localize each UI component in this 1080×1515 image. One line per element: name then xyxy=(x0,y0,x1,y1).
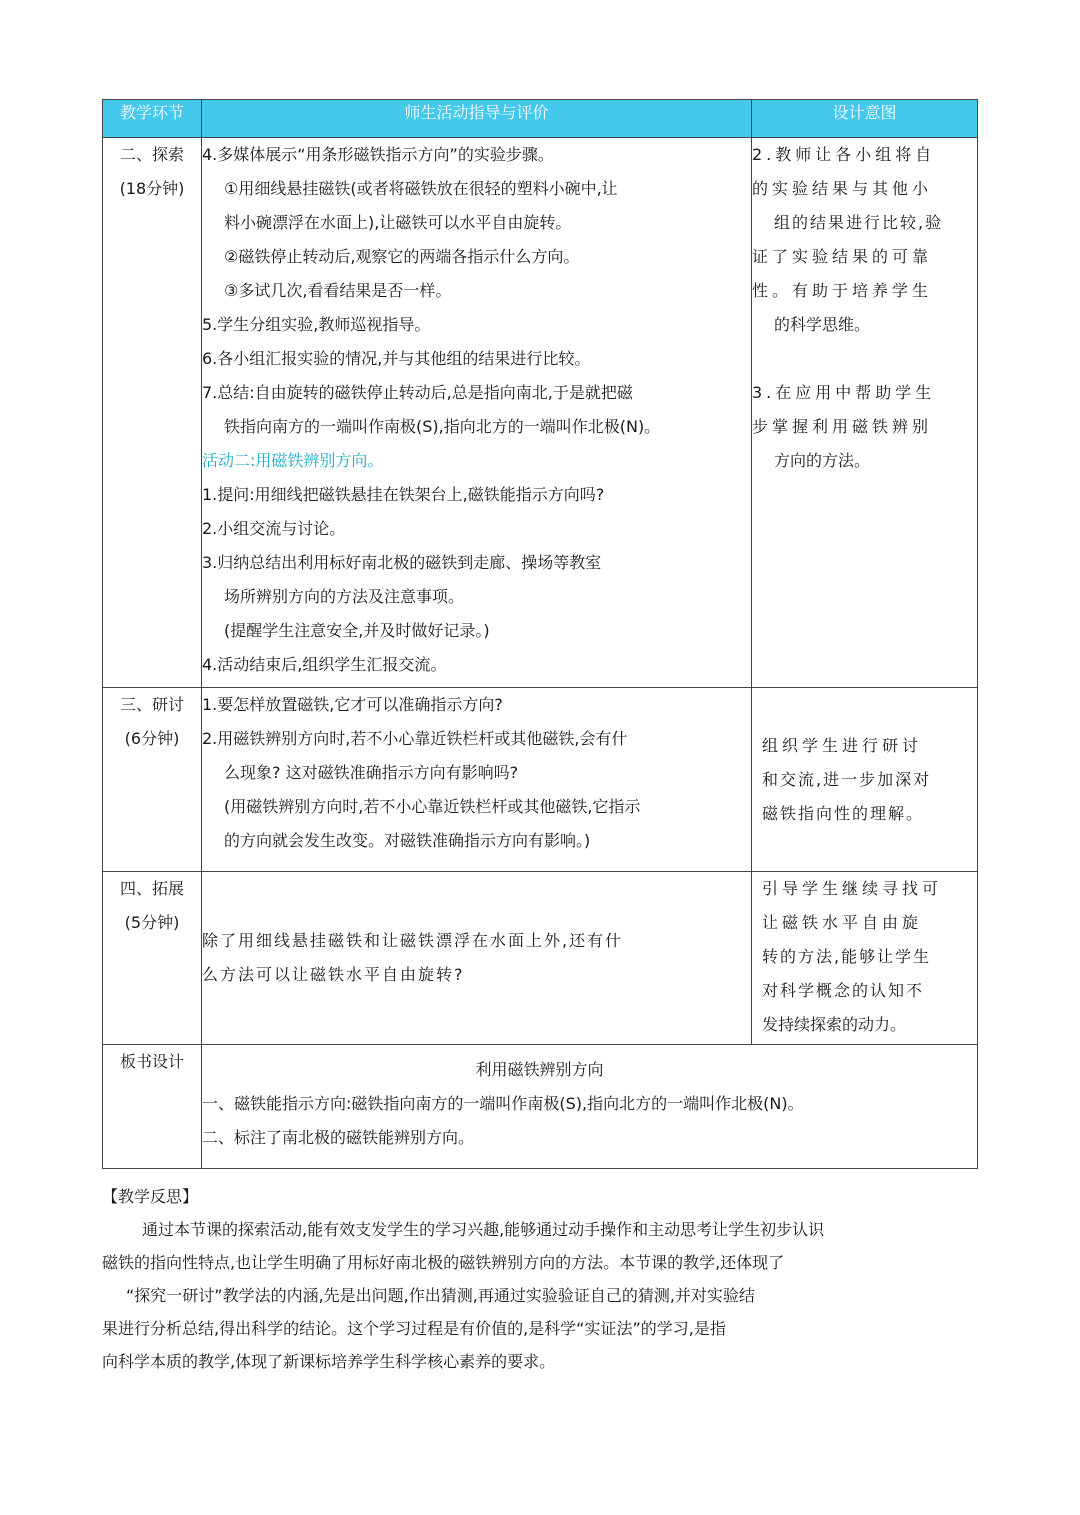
intent-line: 转的方法,能够让学生 xyxy=(762,947,932,966)
table-header-row xyxy=(103,100,978,138)
reflection-title: 【教学反思】 xyxy=(102,1187,199,1206)
intent-line: 对科学概念的认知不 xyxy=(762,981,925,1000)
stage-duration: (5分钟) xyxy=(124,913,180,932)
activity-line: 7.总结:自由旋转的磁铁停止转动后,总是指向南北,于是就把磁 xyxy=(202,383,633,402)
activity-two-title: 活动二:用磁铁辨别方向。 xyxy=(202,451,384,470)
activity-line: 2.用磁铁辨别方向时,若不小心靠近铁栏杆或其他磁铁,会有什 xyxy=(202,729,628,748)
lesson-plan-page xyxy=(102,99,977,1169)
activity-line: 6.各小组汇报实验的情况,并与其他组的结果进行比较。 xyxy=(202,349,591,368)
board-title: 利用磁铁辨别方向 xyxy=(475,1060,604,1079)
table-row-board xyxy=(103,1045,978,1169)
intent-line: 发持续探索的动力。 xyxy=(762,1015,907,1034)
activity-line: 5.学生分组实验,教师巡视指导。 xyxy=(202,315,431,334)
activity-line: 2.小组交流与讨论。 xyxy=(202,519,346,538)
intent-spacer xyxy=(752,342,977,376)
activity-extend xyxy=(202,872,752,1045)
intent-line: 组织学生进行研讨 xyxy=(762,735,923,755)
intent-line: 和交流,进一步加深对 xyxy=(762,769,932,789)
header-stage: 教学环节 xyxy=(103,100,202,138)
intent-line: 3.在应用中帮助学生 xyxy=(752,383,936,402)
activity-line: 么方法可以让磁铁水平自由旋转? xyxy=(202,965,465,984)
stage-label: 板书设计 xyxy=(119,1052,184,1071)
intent-line: 证了实验结果的可靠 xyxy=(752,247,933,266)
intent-explore xyxy=(752,138,978,688)
table-row-extend xyxy=(103,872,978,1045)
reflection-line: 向科学本质的教学,体现了新课标培养学生科学核心素养的要求。 xyxy=(102,1352,556,1371)
activity-line: (用磁铁辨别方向时,若不小心靠近铁栏杆或其他磁铁,它指示 xyxy=(224,797,641,816)
intent-line: 的科学思维。 xyxy=(774,315,871,334)
stage-label: 三、研讨 xyxy=(119,695,184,714)
stage-discuss xyxy=(103,688,202,872)
intent-line: 让磁铁水平自由旋 xyxy=(762,913,923,932)
activity-line: 3.归纳总结出利用标好南北极的磁铁到走廊、操场等教室 xyxy=(202,553,602,572)
lesson-plan-table xyxy=(102,99,978,1169)
activity-line: ①用细线悬挂磁铁(或者将磁铁放在很轻的塑料小碗中,让 xyxy=(224,179,618,198)
activity-line: 么现象? 这对磁铁准确指示方向有影响吗? xyxy=(224,763,519,782)
stage-explore xyxy=(103,138,202,688)
activity-line: 场所辨别方向的方法及注意事项。 xyxy=(224,587,465,606)
reflection-line: 通过本节课的探索活动,能有效支发学生的学习兴趣,能够通过动手操作和主动思考让学生初步认识 xyxy=(142,1220,825,1239)
activity-line: 1.要怎样放置磁铁,它才可以准确指示方向? xyxy=(202,695,503,714)
table-row-explore xyxy=(103,138,978,688)
stage-duration: (18分钟) xyxy=(119,179,185,198)
activity-line: ②磁铁停止转动后,观察它的两端各指示什么方向。 xyxy=(224,247,580,266)
stage-label: 四、拓展 xyxy=(119,879,184,898)
board-design xyxy=(202,1045,978,1169)
stage-extend xyxy=(103,872,202,1045)
activity-line: 铁指向南方的一端叫作南极(S),指向北方的一端叫作北极(N)。 xyxy=(224,417,661,436)
activity-line: 除了用细线悬挂磁铁和让磁铁漂浮在水面上外,还有什 xyxy=(202,931,624,950)
stage-board xyxy=(103,1045,202,1169)
intent-line: 的实验结果与其他小 xyxy=(752,179,933,198)
intent-line: 引导学生继续寻找可 xyxy=(762,879,943,898)
reflection-line: “探究一研讨”教学法的内涵,先是出问题,作出猜测,再通过实验验证自己的猜测,并对实验结 xyxy=(126,1286,755,1305)
header-activity: 师生活动指导与评价 xyxy=(202,100,752,138)
activity-line: 料小碗漂浮在水面上),让磁铁可以水平自由旋转。 xyxy=(224,213,572,232)
stage-label: 二、探索 xyxy=(119,145,184,164)
intent-discuss xyxy=(752,688,978,872)
intent-line: 步掌握利用磁铁辨别 xyxy=(752,417,933,436)
board-line: 二、标注了南北极的磁铁能辨别方向。 xyxy=(202,1128,475,1147)
activity-line: (提醒学生注意安全,并及时做好记录。) xyxy=(224,621,490,640)
reflection-line: 磁铁的指向性特点,也让学生明确了用标好南北极的磁铁辨别方向的方法。本节课的教学,还体现了 xyxy=(102,1253,785,1272)
activity-explore xyxy=(202,138,752,688)
stage-duration: (6分钟) xyxy=(124,729,180,748)
activity-line: 4.多媒体展示“用条形磁铁指示方向”的实验步骤。 xyxy=(202,145,554,164)
activity-line: 1.提问:用细线把磁铁悬挂在铁架台上,磁铁能指示方向吗? xyxy=(202,485,605,504)
intent-line: 方向的方法。 xyxy=(774,451,871,470)
reflection-line: 果进行分析总结,得出科学的结论。这个学习过程是有价值的,是科学“实证法”的学习,是指 xyxy=(102,1319,726,1338)
table-row-discuss xyxy=(103,688,978,872)
activity-line: 4.活动结束后,组织学生汇报交流。 xyxy=(202,655,447,674)
intent-line: 磁铁指向性的理解。 xyxy=(762,803,925,823)
header-intent: 设计意图 xyxy=(752,100,978,138)
intent-extend xyxy=(752,872,978,1045)
activity-discuss xyxy=(202,688,752,872)
activity-line: 的方向就会发生改变。对磁铁准确指示方向有影响。) xyxy=(224,831,591,850)
intent-line: 组的结果进行比较,验 xyxy=(774,213,944,232)
teaching-reflection xyxy=(102,1180,982,1378)
intent-line: 性。有助于培养学生 xyxy=(752,281,933,300)
board-line: 一、磁铁能指示方向:磁铁指向南方的一端叫作南极(S),指向北方的一端叫作北极(N)。 xyxy=(202,1094,804,1113)
intent-line: 2.教师让各小组将自 xyxy=(752,145,936,164)
activity-line: ③多试几次,看看结果是否一样。 xyxy=(224,281,452,300)
